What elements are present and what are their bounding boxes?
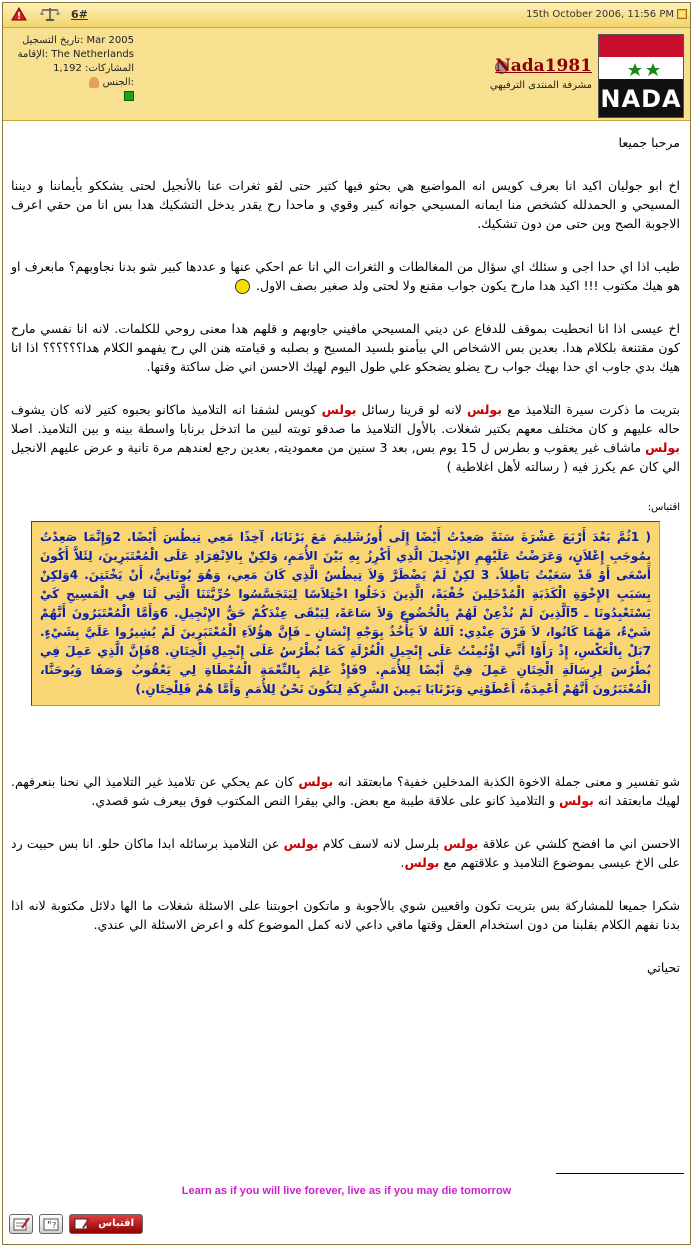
user-avatar xyxy=(598,34,684,118)
quote-block xyxy=(31,521,660,706)
highlight-paul: بولس xyxy=(321,402,357,417)
highlight-paul: بولس xyxy=(443,836,479,851)
post-timestamp: 15th October 2006, 11:56 PM xyxy=(526,9,674,20)
user-title: مشرفة المنتدى الترفيهي xyxy=(489,80,592,91)
post-paragraph-6 xyxy=(11,834,680,872)
text-fragment: ماشاف غير يعقوب و بطرس ل 15 يوم بس, بعد 3 سنين من معموديته, بعدين رجع لعندهم مرة تانية و عرض عليهم الانجيل الي كان عم يكرز فيه ( رسالته لأهل اغلاطية ) xyxy=(11,440,680,474)
post-number-link[interactable]: 6# xyxy=(71,8,88,21)
highlight-paul: بولس xyxy=(283,836,319,851)
forum-post xyxy=(2,2,691,1245)
user-residence: الإقامة: The Netherlands xyxy=(17,49,134,60)
svg-text:": " xyxy=(47,1220,52,1231)
text-fragment: بلرسل لانه لاسف كلام xyxy=(318,836,444,851)
quote-button-icon xyxy=(74,1217,90,1231)
quote-text: ( 1ثُمَّ بَعْدَ أَرْبَعَ عَشْرَةَ سَنَةً صَعِدْتُ أَيْضًا إِلَى أُورُشَلِيمَ مَعَ بَرْنَابَا، آخِذًا مَعِي تِيطُسَ أَيْضًا. 2وَإِنَّمَا صَعِدْتُ بِمُوجَبِ إِعْلاَنٍ، وَعَرَضْتُ عَلَيْهِمِ الإِنْجِيلَ الَّذِي أَكْرِزُ بِهِ بَيْنَ الأُمَمِ، وَلكِنْ بِالاِنْفِرَادِ عَلَى الْمُعْتَبَرِينَ، لِئَلاَّ أَكُونَ أَسْعَى أَوْ قَدْ سَعَيْتُ بَاطِلاً. 3 لكِنْ لَمْ يَضْطَرَّ وَلاَ تِيطُسُ الَّذِي كَانَ مَعِي، وَهُوَ يُونَانِيٌّ، أَنْ يَخْتَتِنَ. 4وَلكِنْ بِسَبَبِ الإِخْوَةِ الْكَذَبَةِ الْمُدْخَلِينَ خُفْيَةً، الَّذِينَ دَخَلُوا اخْتِلاَسًا لِيَتَجَسَّسُوا حُرِّيَّتَنَا الَّتِي لَنَا فِي الْمَسِيحِ كَيْ يَسْتَعْبِدُونَا ـ 5اَلَّذِينَ لَمْ نُذْعِنْ لَهُمْ بِالْخُضُوعِ وَلاَ سَاعَةً، لِيَبْقَى عِنْدَكُمْ حَقُّ الإِنْجِيلِ. 6وَأَمَّا الْمُعْتَبَرُونَ أَنَّهُمْ شَيْءٌ، مَهْمَا كَانُوا، لاَ فَرْقَ عِنْدِي: اَللهُ لاَ يَأْخُذُ بِوَجْهِ إِنْسَانٍ ـ فَإِنَّ هؤُلاَءِ الْمُعْتَبَرِينَ لَمْ يُشِيرُوا عَلَيَّ بِشَيْءٍ. 7بَلْ بِالْعَكْسِ، إِذْ رَأَوْا أَنِّي اؤْتُمِنْتُ عَلَى إِنْجِيلِ الْغُرْلَةِ كَمَا بُطْرُسُ عَلَى إِنْجِيلِ الْخِتَانِ. 8فَإِنَّ الَّذِي عَمِلَ فِي بُطْرُسَ لِرِسَالَةِ الْخِتَانِ عَمِلَ فِيَّ أَيْضًا لِلأُمَمِ. 9فَإِذْ عَلِمَ بِالنِّعْمَةِ الْمُعْطَاةِ لِي يَعْقُوبُ وَصَفَا وَيُوحَنَّا، الْمُعْتَبَرُونَ أَنَّهُمْ أَعْمِدَةٌ، أَعْطَوْنِي وَبَرْنَابَا يَمِينَ الشَّرِكَةِ لِنَكُونَ نَحْنُ لِلأُمَمِ وَأَمَّا هُمْ فَلِلْخِتَانِ.) xyxy=(40,530,652,696)
highlight-paul: بولس xyxy=(404,855,440,870)
post-paragraph-2-text: طيب اذا اي حدا اجى و سئلك اي سؤال من المغالطات و الثغرات الي انا عم احكي عنها و عددها كبير شو بدنا نجاوبهم؟ مابعرف او هو هيك مكتوب !!! اكيد هدا مارح يكون جواب مقنع ولا لحتى ولد صغير بصف الاول. xyxy=(11,259,680,293)
gender-icon xyxy=(89,77,99,88)
text-fragment: الاحسن اني ما افضح كلشي عن علاقة xyxy=(478,836,680,851)
multi-quote-button[interactable] xyxy=(39,1214,63,1234)
gender-label: الجنس: xyxy=(102,77,134,88)
quote-button[interactable] xyxy=(69,1214,143,1234)
online-status-icon xyxy=(124,91,134,101)
highlight-paul: بولس xyxy=(467,402,502,417)
user-stats xyxy=(9,34,134,104)
avatar-caption: NADA xyxy=(600,85,682,113)
post-paragraph-4 xyxy=(11,400,680,476)
user-post-count: المشاركات: 1,192 xyxy=(53,63,134,74)
post-paragraph-2 xyxy=(11,257,680,295)
text-fragment: كان عم يحكي عن تلاميذ غير التلاميذ الي نحنا بنعرفهم. لهيك مابعتقد انه xyxy=(11,774,680,808)
smiley-icon xyxy=(235,279,250,294)
highlight-paul: بولس xyxy=(298,774,334,789)
report-warning-icon[interactable] xyxy=(11,7,27,24)
text-fragment: شو تفسير و معنى جملة الاخوة الكذبة المدخلين خفية؟ مابعتقد انه xyxy=(333,774,680,789)
reputation-scales-icon[interactable] xyxy=(39,7,61,24)
post-action-buttons xyxy=(9,1214,209,1236)
signature-divider xyxy=(556,1173,684,1174)
post-greeting: مرحبا جميعا xyxy=(618,135,680,150)
post-body xyxy=(3,121,690,977)
post-closing: تحياتي xyxy=(646,960,680,975)
post-paragraph-3: اخ عيسى اذا انا انحطيت بموقف للدفاع عن ديني المسيحي مافيني جاوبهم و قلهم هدا معنى روحي للكلمات. لانه انا نفسي مارح كون مقتنعة بلكلام هدا. بعدين بس الاشخاص الي بيأمنو بلسيد المسيح و بصلبه و قيامته هنن الي رح يفهمو الكلام هدا؟؟؟؟؟؟ اذا انا هيك بدي جاوب اي حدا بهيك جواب رح يضلو يضحكو علي طول اليوم لهيك الاحسن اني ضل ساكتة وقتها. xyxy=(11,321,680,374)
post-paragraph-5 xyxy=(11,772,680,810)
quote-button-label: اقتباس xyxy=(98,1218,134,1229)
text-fragment: كويس لشفنا انه التلاميذ ماكانو بحبوه كتير لانه كان يشوف حاله عليهم و كان مختلف معهم بكتير شغلات. بالأول التلاميذ ما صدقو توبته لبين ما اتدخل برنابا واسطة بينه و بين التلاميذ. اصلا xyxy=(11,402,680,436)
highlight-paul: بولس xyxy=(558,793,594,808)
post-paragraph-7: شكرا جميعا للمشاركة بس بتريت تكون واقعيين شوي بالأجوبة و ماتكون اجوبتنا على الاسئلة شغلات ما الها دلائل مكتوبة لانه اذا بدنا نفهم الكلام بقلبنا من دون استخدام العقل وقتها مافي داعي لانه كمل الموضوع كله و اعرض الاسئلة الي عندي. xyxy=(11,898,680,932)
text-fragment: لانه لو قرينا رسائل xyxy=(356,402,468,417)
text-fragment: . xyxy=(400,855,405,870)
svg-text:?: ? xyxy=(52,1221,57,1230)
user-info-bar xyxy=(3,28,690,121)
post-status-icon xyxy=(677,9,687,19)
text-fragment: و التلاميذ كانو على علاقة طيبة مع بعض. والي بيقرا النص المكتوب فوق بيعرف شو قصدي. xyxy=(91,793,559,808)
username-link[interactable]: Nada1981 xyxy=(495,56,592,76)
text-fragment: عن التلاميذ برسائله ابدا ماكان حلو. انا بس حبيت رد على الاخ عيسى بموضوع التلاميذ و علاقتهم مع xyxy=(11,836,680,870)
highlight-paul: بولس xyxy=(645,440,680,455)
edit-post-button[interactable] xyxy=(9,1214,33,1234)
registration-date: تاريخ التسجيل: Mar 2005 xyxy=(22,35,134,46)
post-header-bar xyxy=(3,3,690,28)
post-paragraph-1: اخ ابو جوليان اكيد انا بعرف كويس انه المواضيع هي بحثو فيها كتير حتى لقو ثغرات عنا بالأنجيل لحتى يشككو بأيماننا و ديننا المسيحي و الحمدلله كشخص منا ايمانه المسيحي جوانه كبير وقوي و ماحدا رح يقدر يدخل التشكيك هدا بس انا من حقي اعرف الاجوبة الصح وين حتى من دون تشكيك. xyxy=(11,178,680,231)
signature-text: Learn as if you will live forever, live as if you may die tomorrow xyxy=(181,1185,512,1197)
quote-label: اقتباس: xyxy=(647,502,680,513)
text-fragment: بتريت ما ذكرت سيرة التلاميذ مع xyxy=(501,402,681,417)
